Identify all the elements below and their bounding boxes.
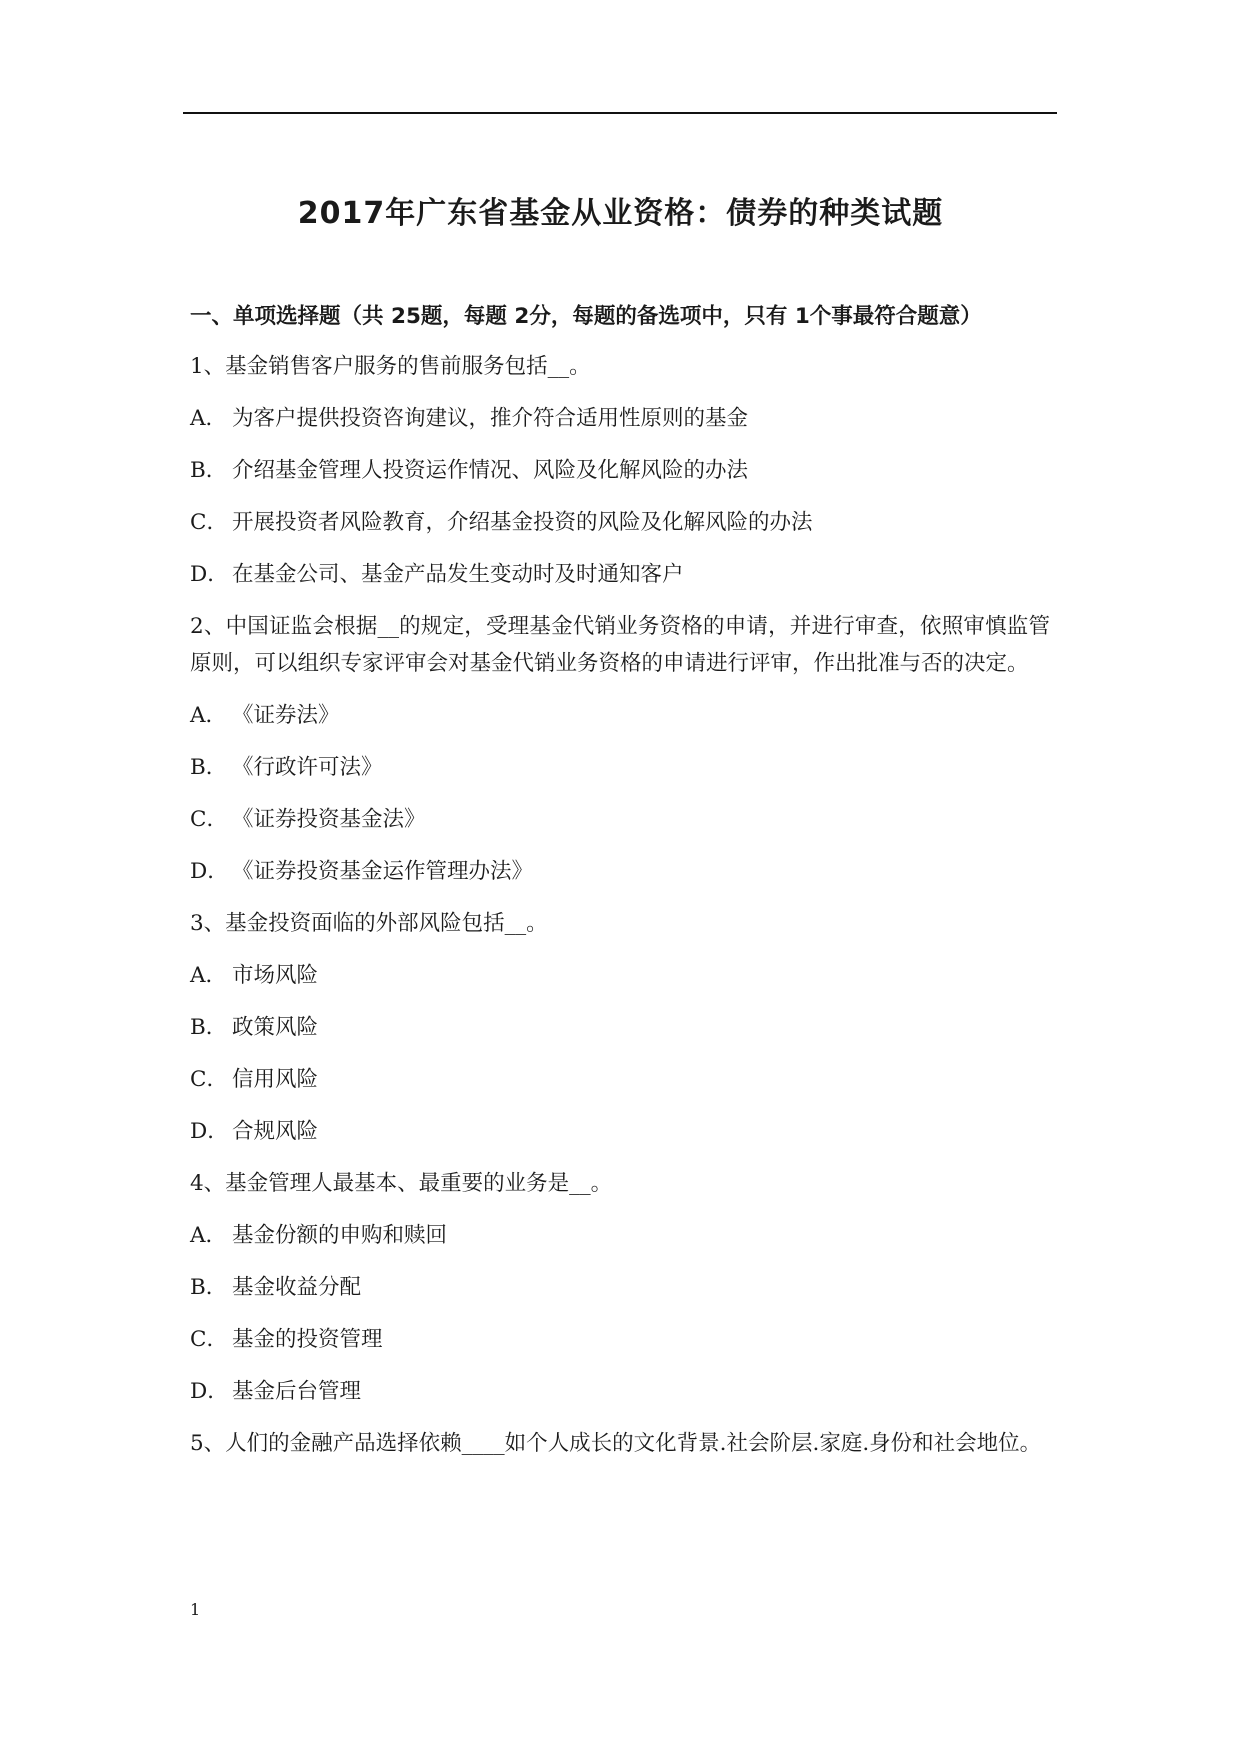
- option-letter: D．: [190, 859, 229, 884]
- option-a: [190, 400, 1050, 437]
- option-letter: C．: [190, 1067, 228, 1092]
- option-letter: A．: [190, 1223, 228, 1248]
- option-text: 市场风险: [232, 963, 319, 988]
- option-text: 合规风险: [232, 1119, 319, 1144]
- question-stem: 5、人们的金融产品选择依赖____如个人成长的文化背景.社会阶层.家庭.身份和社会地位。: [190, 1431, 1042, 1456]
- option-letter: A．: [190, 406, 228, 431]
- option-text: 为客户提供投资咨询建议，推介符合适用性原则的基金: [232, 406, 749, 431]
- option-a: [190, 957, 1050, 994]
- option-letter: D．: [190, 1119, 229, 1144]
- option-d: [190, 853, 1050, 890]
- question-4: [190, 1165, 1050, 1410]
- option-text: 基金份额的申购和赎回: [232, 1223, 448, 1248]
- option-b: [190, 452, 1050, 489]
- option-text: 基金收益分配: [232, 1275, 362, 1300]
- option-d: [190, 1373, 1050, 1410]
- question-stem: 2、中国证监会根据__的规定，受理基金代销业务资格的申请，并进行审查，依照审慎监管原则，可以组织专家评审会对基金代销业务资格的申请进行评审，作出批准与否的决定。: [190, 614, 1050, 676]
- document-body: [190, 298, 1050, 1477]
- option-letter: A．: [190, 963, 228, 988]
- option-text: 《证券投资基金运作管理办法》: [232, 859, 534, 884]
- option-letter: B．: [190, 1015, 228, 1040]
- section-heading: 一、单项选择题（共 25题，每题 2分，每题的备选项中，只有 1个事最符合题意）: [190, 304, 982, 329]
- option-letter: B．: [190, 755, 228, 780]
- page-number: 1: [190, 1600, 201, 1619]
- option-d: [190, 556, 1050, 593]
- option-c: [190, 1321, 1050, 1358]
- option-letter: D．: [190, 562, 229, 587]
- option-text: 《行政许可法》: [232, 755, 383, 780]
- option-text: 《证券法》: [232, 703, 340, 728]
- option-c: [190, 801, 1050, 838]
- option-letter: A．: [190, 703, 228, 728]
- option-text: 《证券投资基金法》: [232, 807, 426, 832]
- option-text: 基金的投资管理: [232, 1327, 383, 1352]
- option-b: [190, 1009, 1050, 1046]
- option-text: 政策风险: [232, 1015, 319, 1040]
- option-text: 基金后台管理: [232, 1379, 362, 1404]
- header-rule: [183, 112, 1057, 114]
- option-letter: C．: [190, 807, 228, 832]
- question-5: [190, 1425, 1050, 1462]
- option-c: [190, 504, 1050, 541]
- option-d: [190, 1113, 1050, 1150]
- option-text: 开展投资者风险教育，介绍基金投资的风险及化解风险的办法: [232, 510, 813, 535]
- document-title: 2017年广东省基金从业资格：债券的种类试题: [297, 196, 944, 231]
- question-3: [190, 905, 1050, 1150]
- question-stem: 3、基金投资面临的外部风险包括__。: [190, 911, 548, 936]
- question-1: [190, 348, 1050, 593]
- option-letter: C．: [190, 1327, 228, 1352]
- option-b: [190, 1269, 1050, 1306]
- option-a: [190, 697, 1050, 734]
- question-stem: 4、基金管理人最基本、最重要的业务是__。: [190, 1171, 613, 1196]
- option-letter: D．: [190, 1379, 229, 1404]
- option-letter: B．: [190, 1275, 228, 1300]
- option-text: 信用风险: [232, 1067, 319, 1092]
- option-text: 在基金公司、基金产品发生变动时及时通知客户: [232, 562, 684, 587]
- option-text: 介绍基金管理人投资运作情况、风险及化解风险的办法: [232, 458, 749, 483]
- question-stem: 1、基金销售客户服务的售前服务包括__。: [190, 354, 591, 379]
- option-b: [190, 749, 1050, 786]
- option-letter: B．: [190, 458, 228, 483]
- option-letter: C．: [190, 510, 228, 535]
- question-2: [190, 608, 1050, 890]
- option-a: [190, 1217, 1050, 1254]
- option-c: [190, 1061, 1050, 1098]
